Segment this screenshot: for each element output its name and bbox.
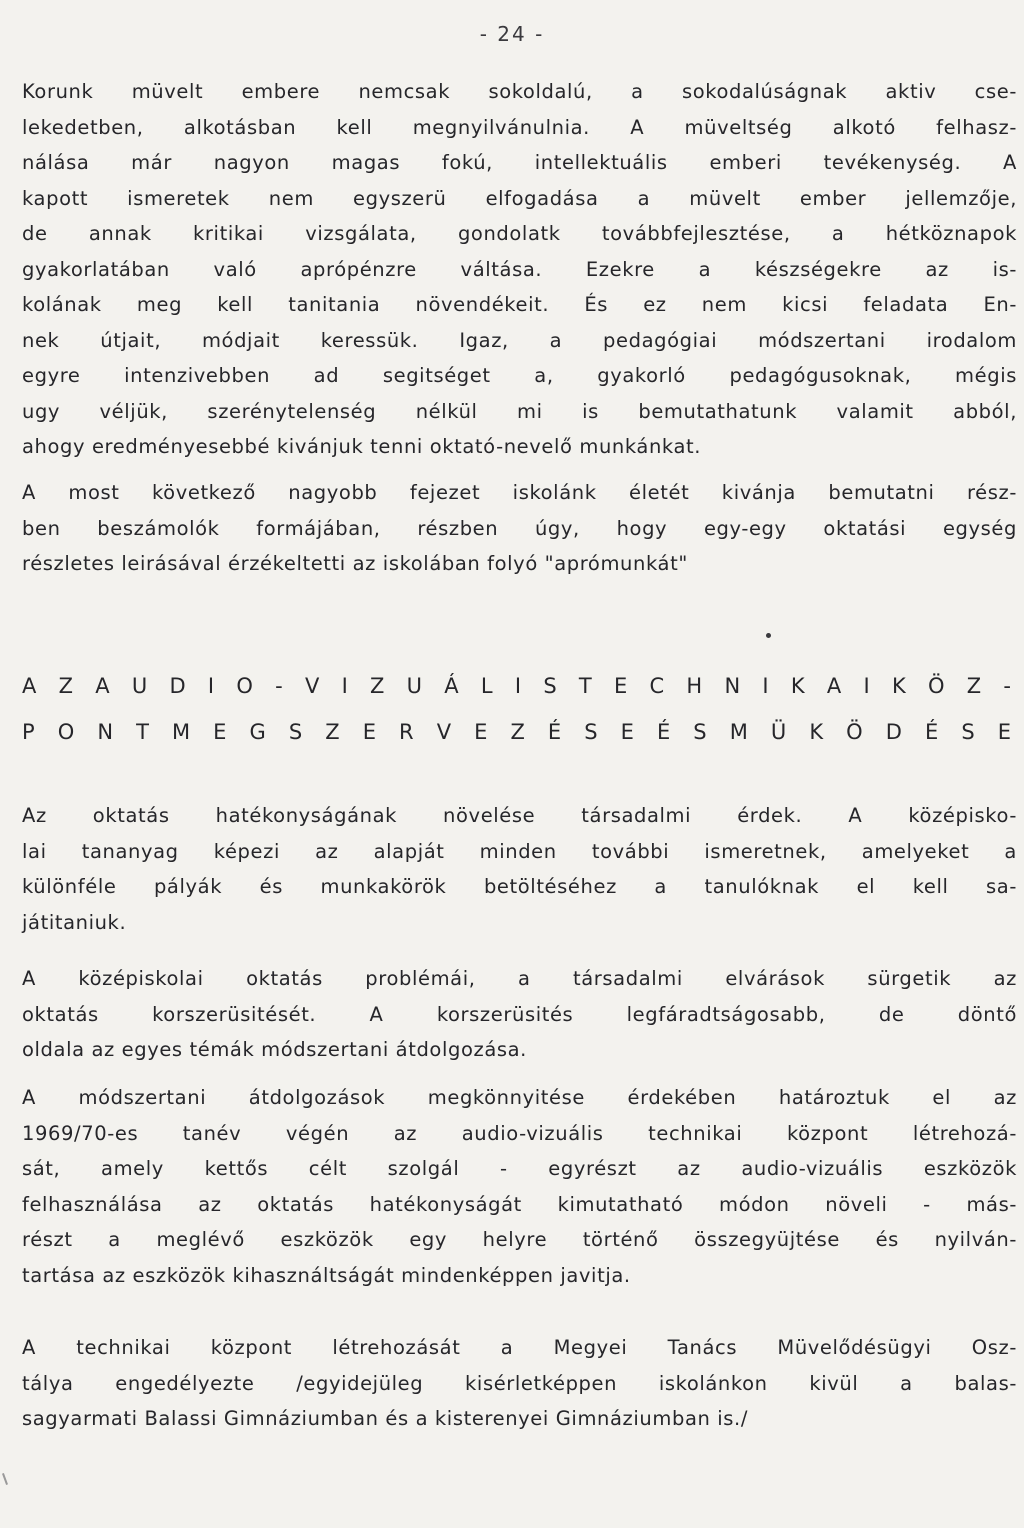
text-line: de annak kritikai vizsgálata, gondolatk továbbfejlesztése, a hétköznapok <box>22 222 1017 245</box>
text-line: A módszertani átdolgozások megkönnyitése érdekében határoztuk el az <box>22 1086 1017 1109</box>
text-line: egyre intenzivebben ad segitséget a, gyakorló pedagógusoknak, mégis <box>22 364 1017 387</box>
text-line: Korunk müvelt embere nemcsak sokoldalú, a sokodalúságnak aktiv cse- <box>22 80 1017 103</box>
text-line: A technikai központ létrehozását a Megyei Tanács Müvelődésügyi Osz- <box>22 1336 1017 1359</box>
text-line: oldala az egyes témák módszertani átdolgozása. <box>22 1038 527 1061</box>
text-line: lekedetben, alkotásban kell megnyilvánulnia. A müveltség alkotó felhasz- <box>22 115 1017 139</box>
paragraph-efficiency <box>22 804 1017 946</box>
text-line: lai tananyag képezi az alapját minden további ismeretnek, amelyeket a <box>22 839 1017 863</box>
text-line: tartása az eszközök kihasználtságát mindenképpen javitja. <box>22 1263 631 1287</box>
text-line: oktatás korszerüsitését. A korszerüsités legfáradtságosabb, de döntő <box>22 1002 1017 1026</box>
text-line: A középiskolai oktatás problémái, a társadalmi elvárások sürgetik az <box>22 967 1017 990</box>
paragraph-chapter-intro <box>22 481 1017 588</box>
paragraph-authorization <box>22 1336 1017 1443</box>
text-line: kapott ismeretek nem egyszerü elfogadása a müvelt ember jellemzője, <box>22 186 1017 210</box>
text-line: A most következő nagyobb fejezet iskolánk életét kivánja bemutatni rész- <box>22 481 1017 504</box>
text-line: sát, amely kettős célt szolgál - egyrészt az audio-vizuális eszközök <box>22 1157 1017 1180</box>
stray-dot <box>766 633 771 638</box>
paragraph-problems <box>22 967 1017 1074</box>
text-line: játitaniuk. <box>22 910 127 934</box>
text-line: kolának meg kell tanitania növendékeit. És ez nem kicsi feladata En- <box>22 293 1017 316</box>
text-line: sagyarmati Balassi Gimnáziumban és a kisterenyei Gimnáziumban is./ <box>22 1407 748 1430</box>
paragraph-intro <box>22 80 1017 471</box>
paragraph-methodology <box>22 1086 1017 1299</box>
text-line: ben beszámolók formájában, részben úgy, hogy egy-egy oktatási egység <box>22 516 1017 540</box>
text-line: tálya engedélyezte /egyidejüleg kisérletképpen iskolánkon kivül a balas- <box>22 1371 1017 1395</box>
text-line: részletes leirásával érzékeltetti az iskolában folyó "aprómunkát" <box>22 552 688 575</box>
text-line: gyakorlatában való aprópénzre váltása. Ezekre a készségekre az is- <box>22 257 1017 281</box>
text-line: nálása már nagyon magas fokú, intellektuális emberi tevékenység. A <box>22 151 1017 174</box>
text-line: Az oktatás hatékonyságának növelése társadalmi érdek. A középisko- <box>22 804 1017 827</box>
text-line: ahogy eredményesebbé kivánjuk tenni oktató-nevelő munkánkat. <box>22 435 702 458</box>
text-line: 1969/70-es tanév végén az audio-vizuális technikai központ létrehozá- <box>22 1121 1017 1145</box>
text-line: felhasználása az oktatás hatékonyságát kimutatható módon növeli - más- <box>22 1192 1017 1216</box>
text-line: ugy véljük, szerénytelenség nélkül mi is bemutathatunk valamit abból, <box>22 399 1017 423</box>
text-line: részt a meglévő eszközök egy helyre történő összegyüjtése és nyilván- <box>22 1228 1017 1251</box>
text-line: különféle pályák és munkakörök betöltéséhez a tanulóknak el kell sa- <box>22 875 1017 898</box>
page-number: - 24 - <box>479 22 545 46</box>
section-heading-line-2: P O N T M E G S Z E R V E Z É S E É S M Ü K Ö D É S E <box>22 720 1017 744</box>
text-line: nek útjait, módjait keressük. Igaz, a pedagógiai módszertani irodalom <box>22 328 1017 352</box>
section-heading-line-1: A Z A U D I O - V I Z U Á L I S T E C H N I K A I K Ö Z - <box>22 674 1017 698</box>
margin-mark <box>2 1473 8 1485</box>
